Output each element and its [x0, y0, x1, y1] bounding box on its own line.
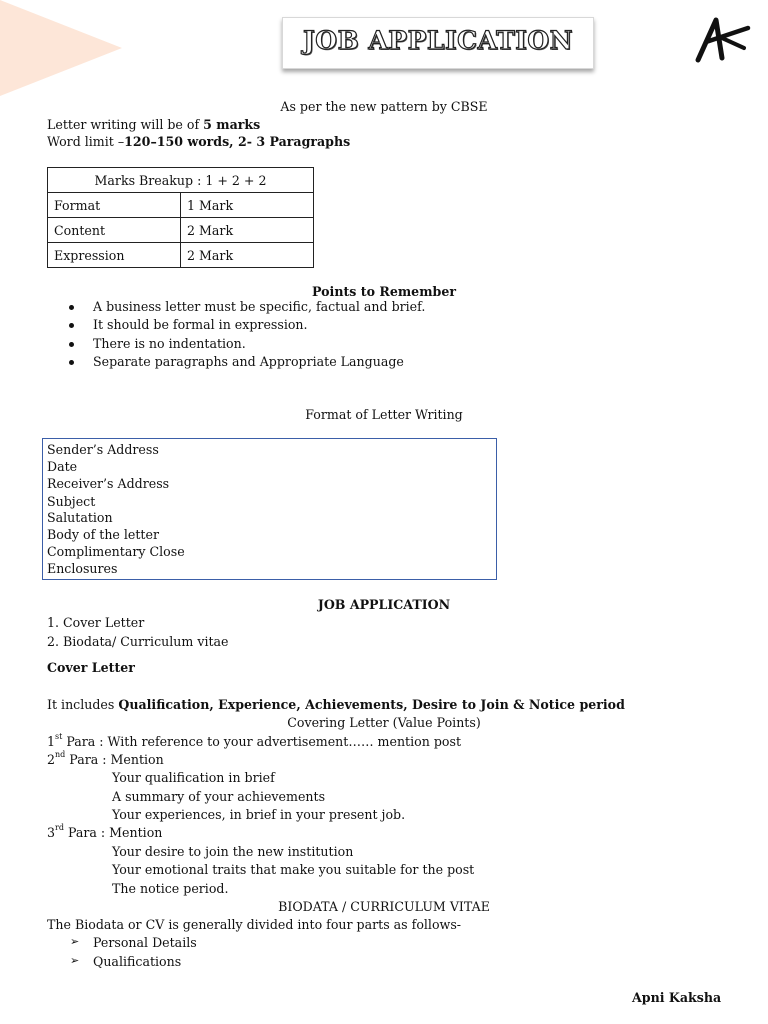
list-item: ➢ Personal Details — [70, 935, 197, 954]
table-cell-marks: 2 Mark — [181, 243, 314, 268]
table-row — [48, 243, 314, 268]
stylized-a-logo-icon — [692, 14, 754, 64]
corner-decoration — [0, 0, 122, 96]
para3-item: The notice period. — [112, 881, 229, 896]
format-box — [42, 438, 497, 580]
marks-line-bold: 5 marks — [203, 117, 261, 132]
points-list — [52, 299, 425, 372]
marks-breakup-table — [47, 167, 314, 268]
pattern-note: As per the new pattern by CBSE — [280, 99, 488, 114]
format-item: Subject — [47, 493, 96, 509]
list-item: It should be formal in expression. — [52, 317, 425, 335]
para3-num: 3 — [47, 825, 56, 840]
list-item: ➢ Qualifications — [70, 954, 197, 973]
table-cell-marks: 2 Mark — [181, 218, 314, 243]
value-points-heading: Covering Letter (Value Points) — [287, 715, 481, 730]
includes-prefix: It includes — [47, 697, 119, 712]
para2-item: Your qualification in brief — [112, 770, 275, 785]
table-cell-item: Format — [48, 193, 181, 218]
page-title: JOB APPLICATION — [302, 26, 574, 55]
marks-line — [47, 117, 260, 132]
format-item: Salutation — [47, 510, 113, 525]
format-heading: Format of Letter Writing — [305, 407, 463, 422]
format-item: Enclosures — [47, 561, 118, 576]
footer-brand: Apni Kaksha — [632, 990, 722, 1005]
format-item: Sender’s Address — [47, 442, 159, 457]
biodata-heading: BIODATA / CURRICULUM VITAE — [278, 899, 490, 914]
table-row — [48, 193, 314, 218]
includes-bold: Qualification, Experience, Achievements, Desire to Join & Notice period — [118, 697, 625, 712]
para2-item: Your experiences, in brief in your present job. — [112, 807, 406, 822]
table-cell-item: Content — [48, 218, 181, 243]
para1-num: 1 — [47, 734, 56, 749]
table-header-cell: Marks Breakup : 1 + 2 + 2 — [48, 168, 314, 193]
points-heading: Points to Remember — [312, 284, 456, 299]
list-item: There is no indentation. — [52, 336, 425, 354]
format-item: Complimentary Close — [47, 544, 185, 559]
table-row — [48, 218, 314, 243]
para1-text: Para : With reference to your advertisement…… mention post — [62, 734, 462, 749]
list-item: A business letter must be specific, factual and brief. — [52, 299, 425, 317]
para2-sup: nd — [55, 750, 66, 759]
para3-sup: rd — [55, 823, 64, 832]
table-header-row — [48, 168, 314, 193]
job-application-heading: JOB APPLICATION — [317, 597, 451, 612]
table-cell-item: Expression — [48, 243, 181, 268]
para2-item: A summary of your achievements — [112, 789, 326, 804]
format-item: Receiver’s Address — [47, 476, 170, 491]
para3-item: Your desire to join the new institution — [112, 844, 354, 859]
para3-item: Your emotional traits that make you suitable for the post — [112, 862, 475, 877]
format-item: Date — [47, 459, 78, 474]
word-limit-prefix: Word limit – — [47, 134, 125, 149]
word-limit-bold: 120–150 words, 2- 3 Paragraphs — [124, 134, 351, 149]
para2-line — [47, 752, 164, 767]
list-item: Separate paragraphs and Appropriate Language — [52, 354, 425, 372]
para2-text: Para : Mention — [65, 752, 164, 767]
biodata-list — [70, 935, 197, 972]
para2-num: 2 — [47, 752, 56, 767]
para1-sup: st — [55, 732, 63, 741]
title-banner — [282, 17, 594, 69]
format-item: Body of the letter — [47, 527, 159, 542]
job-item-cover: 1. Cover Letter — [47, 615, 145, 630]
para1-line — [47, 734, 461, 749]
cover-letter-heading: Cover Letter — [47, 660, 135, 675]
para3-line — [47, 825, 162, 840]
table-cell-marks: 1 Mark — [181, 193, 314, 218]
word-limit-line — [47, 134, 350, 149]
biodata-intro: The Biodata or CV is generally divided into four parts as follows- — [47, 917, 462, 932]
job-item-biodata: 2. Biodata/ Curriculum vitae — [47, 634, 229, 649]
para3-text: Para : Mention — [63, 825, 163, 840]
marks-line-prefix: Letter writing will be of — [47, 117, 204, 132]
includes-line — [47, 697, 625, 712]
